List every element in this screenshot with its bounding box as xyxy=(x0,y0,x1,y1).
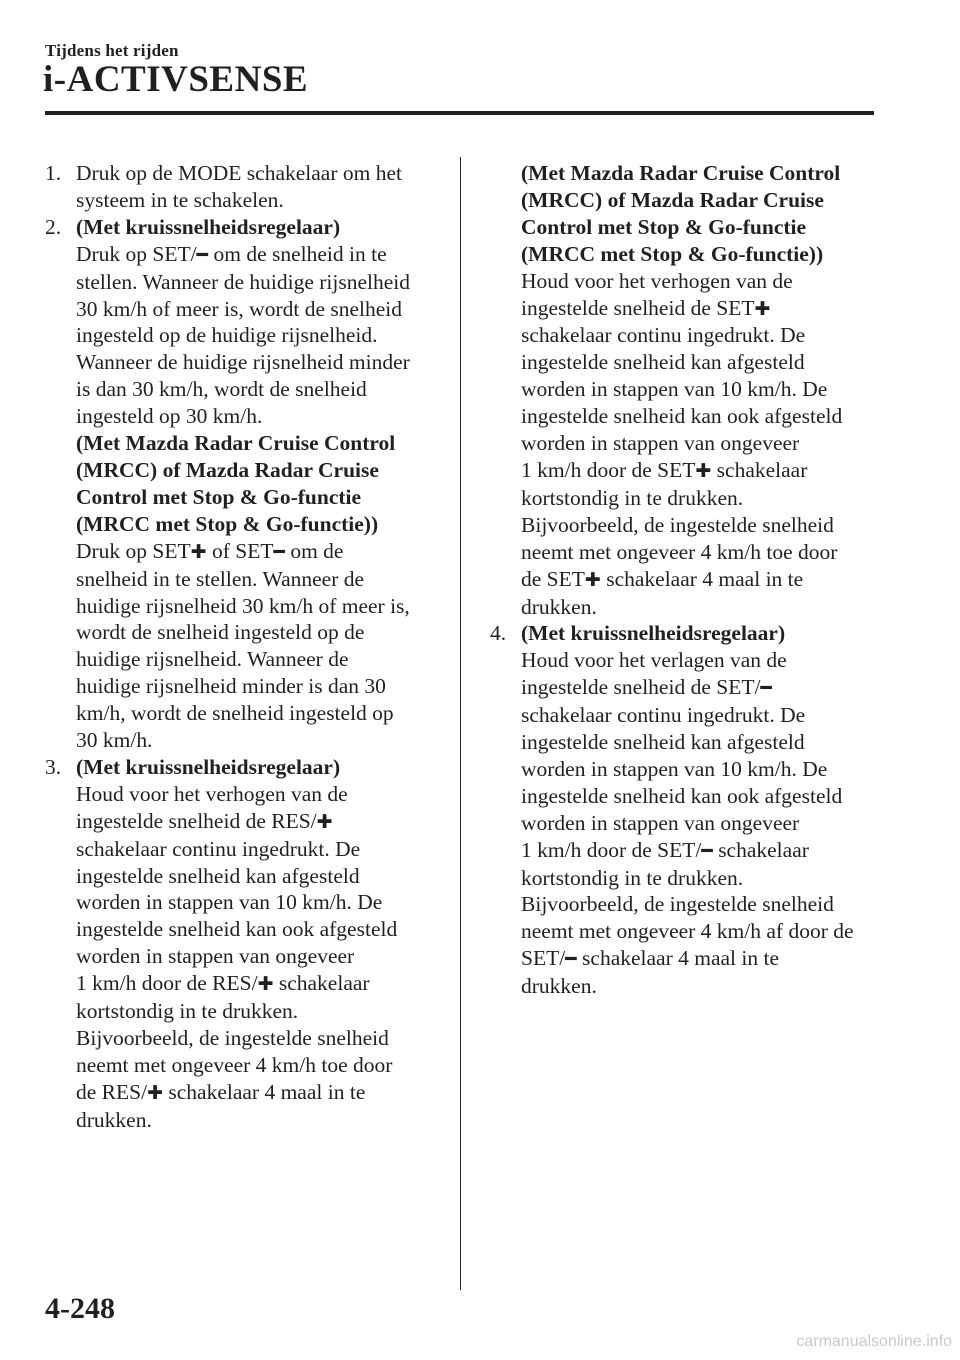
text-line: schakelaar continu ingedrukt. De xyxy=(521,323,806,348)
minus-icon: ━ xyxy=(273,540,285,563)
text-line: ingestelde snelheid kan ook afgesteld xyxy=(521,404,843,429)
text-line: worden in stappen van 10 km/h. De xyxy=(521,377,828,402)
minus-icon: ━ xyxy=(760,677,772,700)
minus-icon: ━ xyxy=(701,839,713,862)
minus-icon: ━ xyxy=(196,243,209,266)
text-line: Bijvoorbeeld, de ingestelde snelheid xyxy=(521,512,834,537)
text-line: Wanneer de huidige rijsnelheid minder xyxy=(76,350,410,375)
text-line: ingestelde snelheid kan ook afgesteld xyxy=(76,917,398,942)
text-line: worden in stappen van ongeveer xyxy=(521,431,800,456)
text-line: ingestelde snelheid de SET/━ xyxy=(521,675,772,700)
text-line: 1 km/h door de SET✚ schakelaar xyxy=(521,457,808,482)
right-column xyxy=(490,160,880,1000)
text-line: Houd voor het verhogen van de xyxy=(76,781,348,806)
text-line: neemt met ongeveer 4 km/h toe door xyxy=(521,539,838,564)
text-line: de RES/✚ schakelaar 4 maal in te xyxy=(76,1079,366,1104)
page-title: i-ACTIVSENSE xyxy=(43,59,309,100)
text-line: 1 km/h door de SET/━ schakelaar xyxy=(521,837,809,862)
text-line: worden in stappen van ongeveer xyxy=(521,810,800,835)
text-line: kortstondig in te drukken. xyxy=(76,999,299,1024)
minus-icon: ━ xyxy=(565,948,577,971)
text-line: ingestelde snelheid kan afgesteld xyxy=(521,350,805,375)
text-line: schakelaar continu ingedrukt. De xyxy=(521,703,806,728)
text-line: de SET✚ schakelaar 4 maal in te xyxy=(521,566,804,591)
text-line: stellen. Wanneer de huidige rijsnelheid xyxy=(76,269,411,294)
section-label: Tijdens het rijden xyxy=(45,41,179,60)
text-line: worden in stappen van 10 km/h. De xyxy=(521,756,828,781)
text-line: huidige rijsnelheid. Wanneer de xyxy=(76,647,349,672)
subheading: Control met Stop & Go-functie xyxy=(76,484,362,509)
item-number: 3. xyxy=(45,754,62,779)
text-line: Bijvoorbeeld, de ingestelde snelheid xyxy=(521,892,834,917)
column-divider xyxy=(460,157,461,1290)
text-line: huidige rijsnelheid 30 km/h of meer is, xyxy=(76,593,410,618)
text-line: neemt met ongeveer 4 km/h af door de xyxy=(521,919,854,944)
text-line: is dan 30 km/h, wordt de snelheid xyxy=(76,377,367,402)
subheading: (Met kruissnelheidsregelaar) xyxy=(521,621,786,646)
list-item-4 xyxy=(490,620,880,1000)
text-line: kortstondig in te drukken. xyxy=(521,485,744,510)
text-line: ingesteld op 30 km/h. xyxy=(76,404,263,429)
plus-icon: ✚ xyxy=(754,297,771,320)
watermark: carmanualsonline.info xyxy=(796,1333,952,1350)
plus-icon: ✚ xyxy=(190,540,207,563)
text-line: neemt met ongeveer 4 km/h toe door xyxy=(76,1052,393,1077)
subheading: (MRCC met Stop & Go-functie)) xyxy=(521,241,824,266)
text-line: Druk op SET✚ of SET━ om de xyxy=(76,538,344,563)
subheading: (Met Mazda Radar Cruise Control xyxy=(521,161,841,185)
page-number: 4-248 xyxy=(45,1292,115,1325)
text-line: huidige rijsnelheid minder is dan 30 xyxy=(76,674,386,699)
text-line: Bijvoorbeeld, de ingestelde snelheid xyxy=(76,1026,389,1050)
text-line: kortstondig in te drukken. xyxy=(521,865,744,890)
text-line: Houd voor het verhogen van de xyxy=(521,268,793,293)
text-line: 1 km/h door de RES/✚ schakelaar xyxy=(76,971,370,996)
text-line: worden in stappen van 10 km/h. De xyxy=(76,890,383,915)
text-line: systeem in te schakelen. xyxy=(76,187,284,212)
text-line: ingestelde snelheid de SET✚ xyxy=(521,295,771,320)
text-line: snelheid in te stellen. Wanneer de xyxy=(76,566,365,591)
text-line: drukken. xyxy=(521,974,597,999)
plus-icon: ✚ xyxy=(584,568,601,591)
left-column xyxy=(45,160,440,1134)
text-line: 30 km/h. xyxy=(76,728,153,753)
text-line: ingestelde snelheid de RES/✚ xyxy=(76,808,333,833)
text-line: drukken. xyxy=(521,594,597,619)
text-line: wordt de snelheid ingesteld op de xyxy=(76,620,365,645)
text-line: worden in stappen van ongeveer xyxy=(76,944,355,969)
text-line: Druk op de MODE schakelaar om het xyxy=(76,161,402,185)
item-number: 4. xyxy=(490,621,507,646)
subheading: (Met kruissnelheidsregelaar) xyxy=(76,214,341,239)
subheading: (Met kruissnelheidsregelaar) xyxy=(76,754,341,779)
subheading: (MRCC) of Mazda Radar Cruise xyxy=(521,187,824,212)
plus-icon: ✚ xyxy=(257,973,274,996)
text-line: ingesteld op de huidige rijsnelheid. xyxy=(76,323,378,348)
subheading: (MRCC met Stop & Go-functie)) xyxy=(76,511,379,536)
text-line: Houd voor het verlagen van de xyxy=(521,648,787,673)
subheading: (MRCC) of Mazda Radar Cruise xyxy=(76,457,379,482)
list-item-3 xyxy=(45,754,440,1134)
plus-icon: ✚ xyxy=(695,459,712,482)
subheading: (Met Mazda Radar Cruise Control xyxy=(76,431,396,456)
text-line: schakelaar continu ingedrukt. De xyxy=(76,836,361,861)
text-line: SET/━ schakelaar 4 maal in te xyxy=(521,946,780,971)
item-number: 2. xyxy=(45,214,62,239)
item-number: 1. xyxy=(45,161,62,185)
list-item-2 xyxy=(45,214,440,754)
plus-icon: ✚ xyxy=(316,810,333,833)
header-rule xyxy=(45,111,874,115)
text-line: drukken. xyxy=(76,1107,152,1132)
list-item-1 xyxy=(45,160,440,214)
text-line: ingestelde snelheid kan afgesteld xyxy=(521,730,805,755)
text-line: km/h, wordt de snelheid ingesteld op xyxy=(76,701,394,726)
text-line: Druk op SET/━ om de snelheid in te xyxy=(76,241,387,266)
plus-icon: ✚ xyxy=(147,1081,163,1104)
item-3-continuation xyxy=(490,160,880,620)
text-line: ingestelde snelheid kan ook afgesteld xyxy=(521,783,843,808)
text-line: 30 km/h of meer is, wordt de snelheid xyxy=(76,296,403,321)
text-line: ingestelde snelheid kan afgesteld xyxy=(76,863,360,888)
subheading: Control met Stop & Go-functie xyxy=(521,214,807,239)
